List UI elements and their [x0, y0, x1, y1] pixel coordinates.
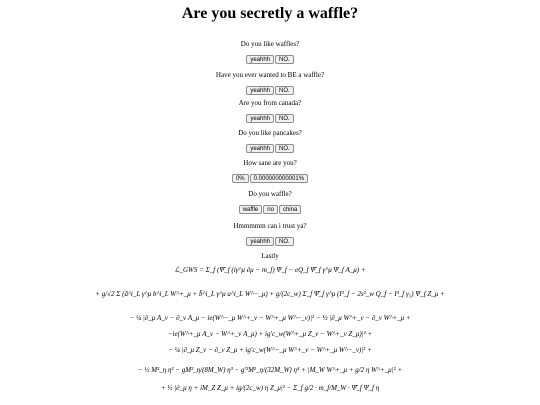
- question-label: Do you waffle?: [248, 190, 292, 198]
- answer-button[interactable]: yeahhh: [246, 237, 274, 246]
- answer-buttons: [0, 55, 540, 66]
- answer-button[interactable]: yeahhh: [246, 55, 274, 64]
- answer-buttons: [0, 237, 540, 248]
- answer-button[interactable]: yeahhh: [246, 86, 274, 95]
- answer-buttons: [0, 114, 540, 125]
- equation-line: + g/√2 Σ (ā^i_L γ^μ b^i_L W^+_μ + b̄^i_L γ^μ a^i_L W^−_μ) + g/(2c_w) Σ_f Ψ̄_f γ^μ (I³_f − 2s²_w Q_f − I³_f γ₅) Ψ_f Z_μ +: [95, 290, 445, 298]
- question-be_waffle: [0, 71, 540, 97]
- question-canada: [0, 99, 540, 125]
- equation-line: − ¼ |∂_μ A_ν − ∂_ν A_μ − ie(W^−_μ W^+_ν − W^+_μ W^−_ν)|² − ½ |∂_μ W^+_ν − ∂_ν W^+_μ +: [129, 314, 411, 322]
- equation-line: − ½ M²_η η² − gM²_η/(8M_W) η³ − g′²M²_η/(32M_W) η⁴ + |M_W W^+_μ + g/2 η W^+_μ|² +: [137, 366, 403, 374]
- answer-button[interactable]: NO.: [275, 86, 294, 95]
- question-label: Have you ever wanted to BE a waffle?: [215, 71, 325, 79]
- answer-buttons: [0, 144, 540, 155]
- page-title: Are you secretly a waffle?: [181, 5, 359, 22]
- question-label: Do you like pancakes?: [238, 129, 302, 137]
- answer-buttons: [0, 174, 540, 185]
- question-label: Hmmmmm can i trust ya?: [233, 222, 307, 230]
- answer-button[interactable]: yeahhh: [246, 144, 274, 153]
- question-waffles: [0, 40, 540, 66]
- question-trust: [0, 222, 540, 248]
- answer-button[interactable]: no: [263, 205, 278, 214]
- answer-button[interactable]: 0.000000000001%: [250, 174, 308, 183]
- answer-button[interactable]: NO.: [275, 144, 294, 153]
- answer-button[interactable]: NO.: [275, 55, 294, 64]
- equation-line: + ½ |∂_μ η + iM_Z Z_μ + ig/(2c_w) η Z_μ|² − Σ_f g/2 · m_f/M_W · Ψ̄_f Ψ_f η: [160, 384, 380, 392]
- equation-line: − ¼ |∂_μ Z_ν − ∂_ν Z_μ + ig′c_w(W^−_μ W^+_ν − W^+_μ W^−_ν)|² +: [168, 346, 372, 354]
- lastly-label: Lastly: [261, 252, 279, 260]
- equation-line: −ie(W^+_μ A_ν − W^+_ν A_μ) + ig′c_w(W^+_μ Z_ν − W^+_ν Z_μ)|² +: [167, 330, 373, 338]
- answer-button[interactable]: NO.: [275, 237, 294, 246]
- question-label: Are you from canada?: [238, 99, 302, 107]
- answer-buttons: [0, 86, 540, 97]
- question-label: How sane are you?: [243, 159, 297, 167]
- question-waffle2: [0, 190, 540, 216]
- answer-button[interactable]: NO.: [275, 114, 294, 123]
- question-pancakes: [0, 129, 540, 155]
- equation-line: ℒ_GWS = Σ_f (Ψ̄_f (iγ^μ ∂μ − m_f) Ψ_f − eQ_f Ψ̄_f γ^μ Ψ_f A_μ) +: [174, 266, 366, 274]
- question-label: Do you like waffles?: [240, 40, 300, 48]
- answer-button[interactable]: china: [279, 205, 301, 214]
- question-sane: [0, 159, 540, 185]
- answer-button[interactable]: 0%: [232, 174, 249, 183]
- answer-button[interactable]: yeahhh: [246, 114, 274, 123]
- answer-button[interactable]: waffle: [239, 205, 263, 214]
- answer-buttons: [0, 205, 540, 216]
